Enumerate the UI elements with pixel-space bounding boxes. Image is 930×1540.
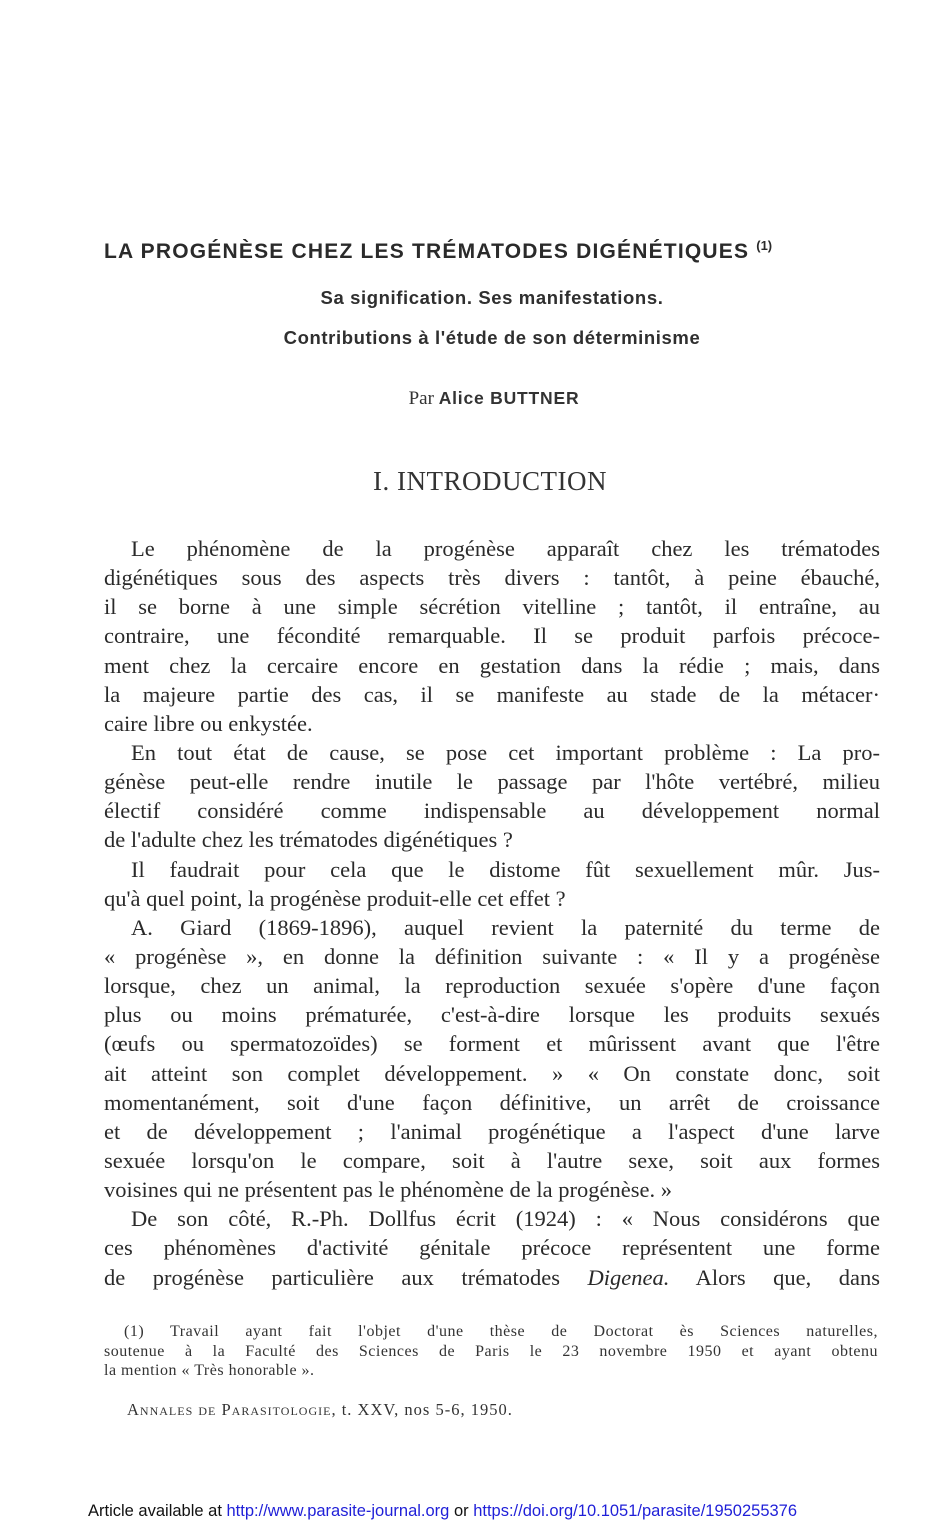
author-name: Alice BUTTNER (438, 388, 580, 408)
body-line: la majeure partie des cas, il se manifeste au stade de la métacer· (104, 681, 880, 707)
body-line: ment chez la cercaire encore en gestation dans la rédie ; mais, dans (104, 652, 880, 678)
body-line: Il faudrait pour cela que le distome fût sexuellement mûr. Jus- (131, 856, 880, 882)
availability-prefix: Article available at (88, 1502, 227, 1520)
body-line: momentanément, soit d'une façon définitive, un arrêt de croissance (104, 1089, 880, 1115)
body-line: voisines qui ne présentent pas le phénomène de la progénèse. » (104, 1177, 672, 1203)
body-line: il se borne à une simple sécrétion vitelline ; tantôt, il entraîne, au (104, 594, 880, 620)
body-line: Le phénomène de la progénèse apparaît chez les trématodes (131, 536, 880, 561)
paper-title-text: LA PROGÉNÈSE CHEZ LES TRÉMATODES DIGÉNÉTIQUES (104, 240, 750, 263)
italic-term: Digenea. (587, 1264, 670, 1290)
body-line: ait atteint son complet développement. » « On constate donc, soit (104, 1060, 880, 1086)
body-line-final (104, 1263, 880, 1292)
body-line: lorsque, chez un animal, la reproduction sexuée s'opère d'une façon (104, 973, 880, 999)
footnote-line: la mention « Très honorable ». (104, 1362, 315, 1379)
journal-details: t. XXV, nos 5-6, 1950. (336, 1400, 513, 1419)
body-line: qu'à quel point, la progénèse produit-elle cet effet ? (104, 885, 566, 911)
body-line: (œufs ou spermatozoïdes) se forment et mûrissent avant que l'être (104, 1031, 880, 1057)
body-line: et de développement ; l'animal progénétique a l'aspect d'une larve (104, 1118, 880, 1144)
paper-subtitle-1: Sa signification. Ses manifestations. (320, 287, 664, 308)
paper-title (104, 238, 894, 264)
body-line-final-start: de progénèse particulière aux trématodes (104, 1264, 561, 1290)
body-line: ces phénomènes d'activité génitale précoce représentent une forme (104, 1235, 880, 1261)
article-availability-bar (88, 1502, 797, 1521)
body-text (104, 534, 880, 1292)
body-line: De son côté, R.-Ph. Dollfus écrit (1924) : « Nous considérons que (131, 1206, 880, 1232)
footnote-reference[interactable]: (1) (756, 238, 773, 253)
paper-subtitle-2: Contributions à l'étude de son déterminisme (283, 327, 701, 348)
body-line: de l'adulte chez les trématodes digénétiques ? (104, 827, 513, 853)
body-line: plus ou moins prématurée, c'est-à-dire lorsque les produits sexués (104, 1002, 880, 1028)
body-line: En tout état de cause, se pose cet important problème : La pro- (131, 739, 880, 765)
journal-name: Annales de Parasitologie, (127, 1400, 337, 1419)
body-line-final-end: Alors que, dans (669, 1264, 880, 1290)
body-line: contraire, une fécondité remarquable. Il se produit parfois précoce- (104, 623, 880, 649)
body-line: A. Giard (1869-1896), auquel revient la paternité du terme de (131, 914, 880, 940)
availability-separator: or (449, 1502, 474, 1520)
doi-link[interactable]: https://doi.org/10.1051/parasite/1950255376 (473, 1502, 798, 1520)
body-line: caire libre ou enkystée. (104, 710, 313, 736)
body-line: digénétiques sous des aspects très divers : tantôt, à peine ébauché, (104, 565, 880, 591)
section-heading: I. INTRODUCTION (373, 466, 607, 496)
body-line: génèse peut-elle rendre inutile le passage par l'hôte vertébré, milieu (104, 769, 880, 795)
journal-reference (127, 1400, 513, 1420)
footnote (104, 1322, 878, 1381)
body-line: électif considéré comme indispensable au développement normal (104, 798, 880, 824)
footnote-line: soutenue à la Faculté des Sciences de Paris le 23 novembre 1950 et ayant obtenu (104, 1342, 878, 1360)
body-line: « progénèse », en donne la définition suivante : « Il y a progénèse (104, 943, 880, 969)
footnote-line: (1) Travail ayant fait l'objet d'une thèse de Doctorat ès Sciences naturelles, (124, 1323, 878, 1340)
journal-website-link[interactable]: http://www.parasite-journal.org (226, 1502, 450, 1520)
byline-prefix: Par (408, 388, 434, 409)
body-line: sexuée lorsqu'on le compare, soit à l'autre sexe, soit aux formes (104, 1147, 880, 1173)
byline (0, 388, 930, 410)
